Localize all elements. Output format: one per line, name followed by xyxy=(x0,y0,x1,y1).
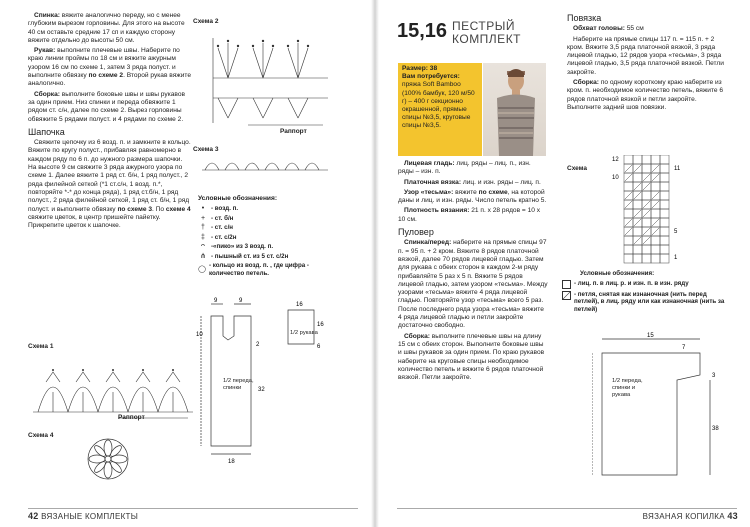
chart-slip-mark xyxy=(634,210,641,217)
stockinette-text: лиц. ряды – лиц. п., изн. ряды – изн. п. xyxy=(398,160,531,176)
chart-slip-mark xyxy=(652,174,659,181)
chart-slip-mark xyxy=(643,210,650,217)
chart-cell xyxy=(642,155,651,164)
left-page-number: 42 xyxy=(28,511,39,521)
legend-symbol-icon: ‡ xyxy=(201,233,205,241)
chart-cell xyxy=(660,155,669,164)
left-page xyxy=(0,0,373,527)
sleeve-text-b: . Второй рукав вяжите аналогично. xyxy=(28,72,192,88)
project-title-line2: КОМПЛЕКТ xyxy=(452,32,522,46)
dim-sleeve-side: 16 xyxy=(317,322,324,328)
right-legend-title: Условные обозначения: xyxy=(580,270,655,277)
legend-text: - пышный ст. из 5 ст. с/2н xyxy=(211,252,289,260)
chart-slip-mark xyxy=(634,192,641,199)
chart-cell xyxy=(633,173,642,182)
chart-slip-mark xyxy=(625,192,632,199)
gauge-text: 21 п. х 28 рядов = 10 х 10 см. xyxy=(398,207,541,223)
stockinette-label: Лицевая гладь: xyxy=(404,160,455,167)
dim-9-b: 9 xyxy=(239,298,243,304)
scheme2-diagram xyxy=(208,28,333,128)
legend-text: -«пико» из 3 возд. п. xyxy=(211,243,274,250)
project-title-line1: ПЕСТРЫЙ xyxy=(452,19,515,33)
chart-cell xyxy=(624,155,633,164)
chart-cell xyxy=(624,236,633,245)
dim-15: 15 xyxy=(647,333,654,339)
hat-text-b: . По xyxy=(152,205,166,213)
sleeve-scheme-ref: по схеме 2 xyxy=(88,72,124,80)
right-legend xyxy=(562,270,727,313)
materials-heading: Вам потребуется: xyxy=(402,73,460,81)
back-text: вяжите аналогично переду, но с менее глубоким вырезом горловины. Для этого на высоте 40 см оставьте средние 17 сп и каждую сторону вяжите отдельно до высоты 50 см. xyxy=(28,12,185,44)
chart-slip-mark xyxy=(634,219,641,226)
row-12: 12 xyxy=(612,157,619,163)
legend-symbol-icon: ⋔ xyxy=(200,252,206,260)
chart-slip-mark xyxy=(652,219,659,226)
hat-scheme3-ref: по схеме 3 xyxy=(117,205,152,213)
right-page-number: 43 xyxy=(727,511,738,521)
dim-sleeve-side2: 6 xyxy=(317,344,321,350)
chart-slip-mark xyxy=(643,183,650,190)
chart-cell xyxy=(633,227,642,236)
pullover-assembly-label: Сборка: xyxy=(404,332,430,340)
chart-slip-mark xyxy=(625,228,632,235)
half-back-label: 1/2 переда, спинки xyxy=(223,378,254,391)
chart-slip-mark xyxy=(652,165,659,172)
chart-cell xyxy=(642,254,651,263)
dim-sleeve-top: 16 xyxy=(296,302,303,308)
empty-cell-icon xyxy=(562,280,571,289)
left-text-column xyxy=(28,12,191,232)
chart-cell xyxy=(651,209,660,218)
pullover-assembly-text: выполните плечевые швы на длину 15 см с обеих сторон. Выполните боковые швы и швы рукавов за один прием. По краю рукавов наберите на круговые спицы необходимое количество петель и вяжите 6 рядов платочной вязкой. Петли закройте. xyxy=(398,332,545,382)
chart-slip-mark xyxy=(625,165,632,172)
braid-text-b: , на которой даны и лиц. и изн. ряды. Число петель кратно 5. xyxy=(398,188,547,205)
head-circ-label: Обхват головы: xyxy=(573,25,625,33)
project-title xyxy=(452,20,521,46)
chart-cell xyxy=(660,173,669,182)
legend-title: Условные обозначения: xyxy=(198,195,278,202)
legend-text: - ст. с/н xyxy=(211,224,234,231)
size-info: Размер: 38 xyxy=(402,65,438,72)
chart-cell xyxy=(660,200,669,209)
right-footer-text: ВЯЗАНАЯ КОПИЛКА xyxy=(642,512,725,521)
legend-knit: - лиц. п. в лиц. р. и изн. п. в изн. ряду xyxy=(574,279,689,287)
chart-cell xyxy=(660,236,669,245)
legend-text: - возд. п. xyxy=(211,205,239,212)
chart-slip-mark xyxy=(652,192,659,199)
materials-box xyxy=(398,63,482,156)
legend-text: - ст. с/2н xyxy=(211,233,237,241)
legend-item xyxy=(198,253,338,261)
legend-text: - ст. б/н xyxy=(211,214,234,222)
pullover-heading: Пуловер xyxy=(398,227,434,238)
chart-cell xyxy=(633,254,642,263)
headband-assembly-label: Сборка: xyxy=(573,79,599,87)
dim-38: 38 xyxy=(712,426,719,432)
braid-text-a: вяжите xyxy=(453,188,479,196)
chart-cell xyxy=(651,236,660,245)
legend-symbol-icon: + xyxy=(200,214,206,222)
chart-slip-mark xyxy=(625,219,632,226)
scheme4-label: Схема 4 xyxy=(28,432,54,439)
model-figure xyxy=(483,63,546,156)
chart-slip-mark xyxy=(625,201,632,208)
scheme3-label: Схема 3 xyxy=(193,146,219,153)
legend-item xyxy=(198,205,338,213)
row-1: 1 xyxy=(674,255,678,261)
back-front-text: наберите на прямые спицы 97 п. = 95 п. + 2 кром. Вяжите 8 рядов платочной вязкой, далее 70 рядов лицевой гладью. Затем для рукава с обеих сторон в каждом 2-м ряду прибавляйте 5 раз х 5 п. Вяжите 5 рядов лицевой гладью, затем узором «тесьма». Между узорами «тесьма» вяжите 4 ряда лицевой гладью. Повторяйте узор «тесьма» всего 5 раз. После последнего ряда узора «тесьма» вяжите 4 ряда лицевой гладью и петли закройте достаточно свободно. xyxy=(398,239,548,330)
chart-slip-mark xyxy=(652,228,659,235)
headband-assembly-text: по одному короткому краю наберите из кром. п. необходимое количество петель, вяжите 6 рядов платочной вязкой и петли закройте. Выполните задний шов повязки. xyxy=(567,79,724,111)
chart-scheme-label: Схема xyxy=(567,165,588,172)
half-sleeve-label: 1/2 рукава xyxy=(290,330,318,336)
row-5: 5 xyxy=(674,229,678,235)
chart-slip-mark xyxy=(634,183,641,190)
chart-cell xyxy=(660,164,669,173)
chart-cell xyxy=(624,254,633,263)
braid-label: Узор «тесьма»: xyxy=(404,188,454,196)
dim-9-a: 9 xyxy=(214,298,218,304)
legend-block xyxy=(198,195,338,279)
chart-slip-mark xyxy=(625,174,632,181)
chart-slip-mark xyxy=(643,237,650,244)
dim-10: 10 xyxy=(196,332,203,338)
legend-symbol-icon: • xyxy=(201,205,205,212)
chart-slip-mark xyxy=(634,237,641,244)
scheme1-diagram xyxy=(28,352,198,422)
legend-list xyxy=(198,205,338,277)
chart-cell xyxy=(660,245,669,254)
right-footer-line xyxy=(397,508,737,509)
half-front-label: 1/2 переда, спинки и рукава xyxy=(612,378,643,398)
chart-cell xyxy=(660,254,669,263)
chart-cell xyxy=(651,182,660,191)
chart-cell xyxy=(633,245,642,254)
chart-cell xyxy=(642,191,651,200)
scheme1-rapport: Раппорт xyxy=(118,414,145,421)
legend-item xyxy=(198,234,338,242)
materials-text: пряжа Soft Bamboo (100% бамбук, 120 м/50 г) – 400 г секционно окрашенной, прямые спицы №3,5, круговые спицы №3,5. xyxy=(402,81,475,130)
legend-item xyxy=(198,262,338,277)
right-text-column xyxy=(567,14,727,114)
scheme2-label: Схема 2 xyxy=(193,18,219,25)
hat-scheme4-ref: схеме 4 xyxy=(165,205,191,213)
braid-scheme-ref: по схеме xyxy=(478,188,508,196)
left-footer xyxy=(28,511,138,521)
legend-item xyxy=(198,243,338,251)
headband-instructions: Наберите на прямые спицы 117 п. = 115 п. + 2 кром. Вяжите 3,5 ряда платочной вязкой, 3 ряда лицевой гладью, 12 рядов узора «тесьма», 3 ряда лицевой гладью, 3,5 ряда платочной вязкой. Петли закройте. xyxy=(567,35,724,76)
legend-item xyxy=(198,215,338,223)
chart-cell xyxy=(651,245,660,254)
chart-cell xyxy=(624,245,633,254)
dim-18: 18 xyxy=(228,459,235,465)
slip-cell-icon xyxy=(562,291,571,300)
chart-cell xyxy=(633,200,642,209)
chart-cell xyxy=(642,245,651,254)
chart-slip-mark xyxy=(634,165,641,172)
garter-text: лиц. и изн. ряды – лиц. п. xyxy=(461,178,541,186)
right-page xyxy=(377,0,750,527)
dim-neck: 2 xyxy=(256,342,260,348)
legend-symbol-icon: ᴖ xyxy=(201,243,205,250)
hat-text-c: свяжите цветок, в центр пришейте пайетку. Прикрепите цветок к шапочке. xyxy=(28,213,161,230)
sleeve-text-a: выполните плечевые швы. Наберите по краю линии проймы по 18 см и вяжите ажурным узором 16 см по схеме 1, затем 3 ряда полуст. и выполните обвязку xyxy=(28,47,180,80)
left-footer-line xyxy=(28,508,358,509)
legend-symbol-icon: † xyxy=(201,224,205,231)
row-10: 10 xyxy=(612,175,619,181)
chart-slip-mark xyxy=(643,174,650,181)
chart-slip-mark xyxy=(643,228,650,235)
right-pattern-piece xyxy=(592,325,732,485)
chart-cell xyxy=(660,227,669,236)
scheme1-label: Схема 1 xyxy=(28,343,54,350)
chart-cell xyxy=(660,218,669,227)
dim-32: 32 xyxy=(258,387,265,393)
hat-heading: Шапочка xyxy=(28,126,65,137)
head-circ-text: 55 см xyxy=(624,25,644,33)
chart-slip-mark xyxy=(643,201,650,208)
chart-cell xyxy=(624,209,633,218)
chart-cell xyxy=(642,218,651,227)
chart-cell xyxy=(660,191,669,200)
chart-cell xyxy=(642,164,651,173)
left-footer-text: ВЯЗАНЫЕ КОМПЛЕКТЫ xyxy=(41,512,139,521)
middle-text-column xyxy=(398,160,548,384)
assembly-label: Сборка: xyxy=(34,90,60,98)
back-label: Спинка: xyxy=(34,12,60,19)
chart-cell xyxy=(651,254,660,263)
gauge-label: Плотность вязания: xyxy=(404,207,470,215)
project-number: 15,16 xyxy=(397,20,448,42)
chart-slip-mark xyxy=(652,201,659,208)
row-11: 11 xyxy=(674,166,681,172)
hat-text-a: Свяжите цепочку из 6 возд. п. и замкните в кольцо. Вяжите по кругу полуст., прибавляя равномерно в каждом ряду по 6 п. до нужного размера шапочки. На высоте 9 см свяжите 3 ряда ажурного узора по схеме 1. Далее вяжите 1 ряд ст. б/н, 1 ряд полуст., 2 ряда филейной сеткой (*1 ст.с/н, 1 возд. п.*, повторяйте *-* до конца ряда), 1 ряд ст.б/н, 1 ряд полуст., 2 ряда филейной сеткой, 1 ряд ст. б/н, 1 ряд полуст. и выполните обвязку xyxy=(28,139,191,213)
headband-heading: Повязка xyxy=(567,13,602,23)
sleeve-label: Рукав: xyxy=(34,47,56,55)
legend-symbol-icon: ◯ xyxy=(198,265,206,273)
garter-label: Платочная вязка: xyxy=(404,178,462,186)
dim-3: 3 xyxy=(712,373,716,379)
chart-cell xyxy=(651,155,660,164)
scheme2-rapport: Раппорт xyxy=(280,128,307,135)
chart-cell xyxy=(624,182,633,191)
back-front-label: Спинка/перед: xyxy=(404,239,452,247)
chart-cell xyxy=(660,182,669,191)
chart-cell xyxy=(660,209,669,218)
legend-slip: - петля, снятая как изнаночная (нить перед петлей), в лиц. ряду или как изнаночная (нить за петлей) xyxy=(574,290,725,313)
dim-7: 7 xyxy=(682,345,686,351)
chart-cell xyxy=(633,155,642,164)
legend-text: - кольцо из возд. п. , где цифра - количество петель. xyxy=(208,262,309,277)
assembly-text: выполните боковые швы и швы рукавов за один прием. Низ спинки и переда обвяжите 1 рядом ст. с/н, далее по схеме 2. Вырез горловины обвяжите 5 рядами полуст. и 4 рядами по схеме 2. xyxy=(28,90,185,123)
scheme4-flower-diagram xyxy=(85,436,131,482)
right-footer xyxy=(643,511,738,521)
legend-item xyxy=(198,224,338,232)
scheme3-diagram xyxy=(200,152,330,174)
braid-chart xyxy=(612,155,692,265)
model-photo xyxy=(483,63,546,156)
